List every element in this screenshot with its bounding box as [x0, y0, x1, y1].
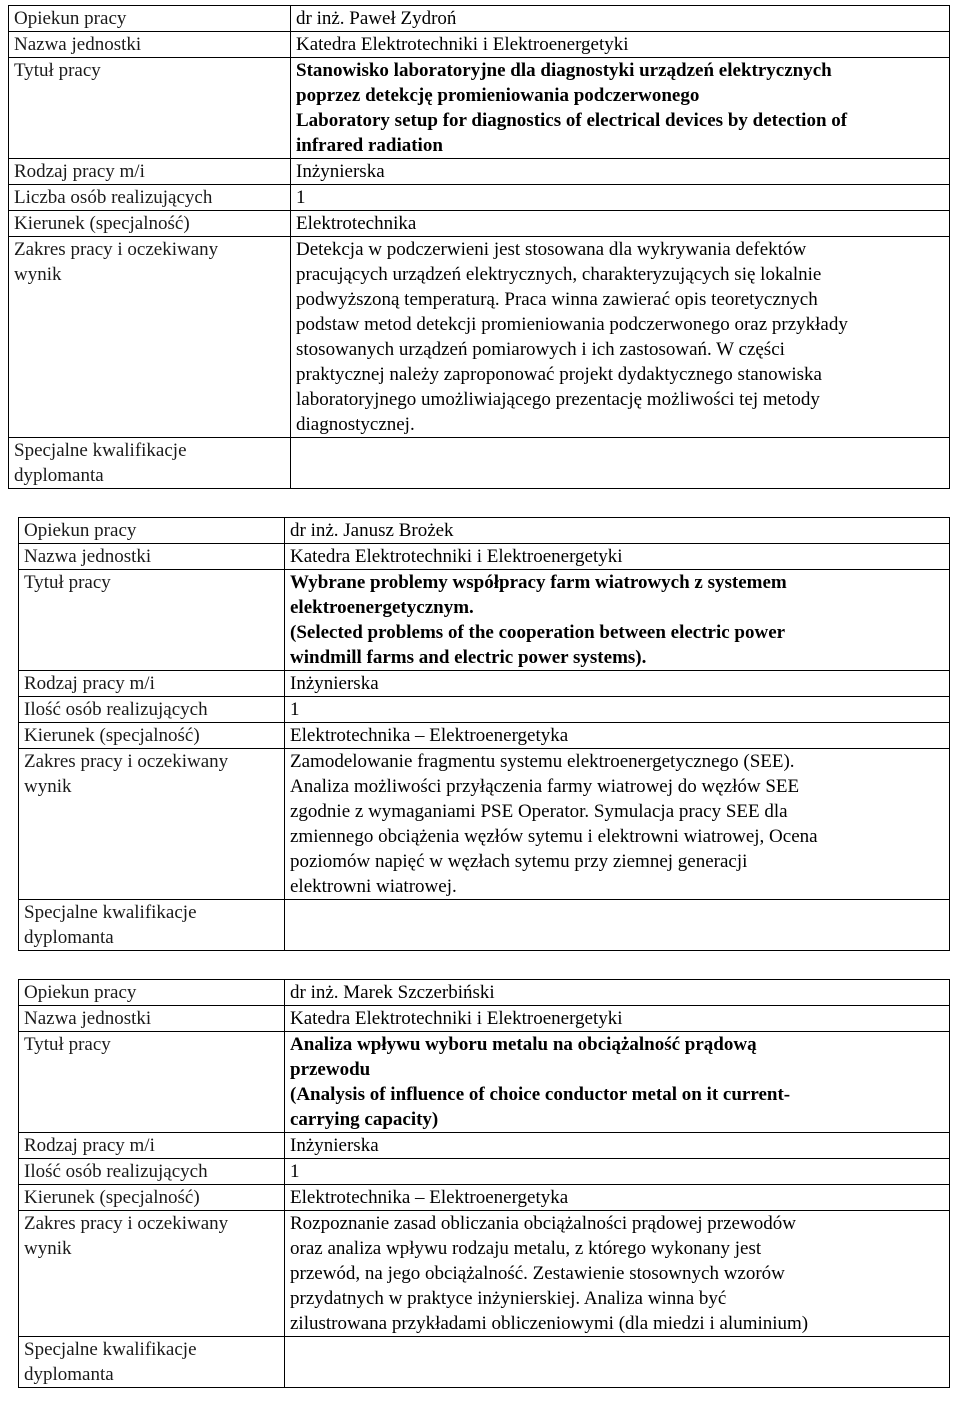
type-value: Inżynierska [285, 671, 950, 697]
supervisor-row [9, 6, 950, 32]
type-row [19, 671, 950, 697]
scope-row [19, 1211, 950, 1337]
title-line: przewodu [290, 1059, 371, 1080]
title-row [19, 570, 950, 671]
scope-line: pracujących urządzeń elektrycznych, charakteryzujących się lokalnie [296, 264, 822, 285]
title-line: infrared radiation [296, 135, 443, 156]
qualifications-value [291, 438, 950, 489]
scope-line: Rozpoznanie zasad obliczania obciążalności prądowej przewodów [290, 1213, 796, 1234]
qualifications-row [19, 900, 950, 951]
scope-line: zgodnie z wymaganiami PSE Operator. Symulacja pracy SEE dla [290, 801, 788, 822]
field-value: Elektrotechnika – Elektroenergetyka [285, 723, 950, 749]
qualifications-label-line: Specjalne kwalifikacje [24, 1339, 197, 1360]
type-label: Rodzaj pracy m/i [9, 159, 291, 185]
qualifications-value [285, 1337, 950, 1388]
persons-value: 1 [285, 697, 950, 723]
scope-line: zilustrowana przykładami obliczeniowymi (dla miedzi i aluminium) [290, 1313, 809, 1334]
title-value [285, 570, 950, 671]
title-line: windmill farms and electric power systems). [290, 647, 647, 668]
type-label: Rodzaj pracy m/i [19, 1133, 285, 1159]
supervisor-value: dr inż. Paweł Zydroń [291, 6, 950, 32]
field-label: Kierunek (specjalność) [19, 723, 285, 749]
qualifications-row [19, 1337, 950, 1388]
type-value: Inżynierska [285, 1133, 950, 1159]
scope-line: podwyższoną temperaturą. Praca winna zawierać opis teoretycznych [296, 289, 818, 310]
qualifications-label-line: dyplomanta [24, 1364, 114, 1385]
persons-row [9, 185, 950, 211]
qualifications-label-line: Specjalne kwalifikacje [24, 902, 197, 923]
supervisor-label: Opiekun pracy [19, 980, 285, 1006]
title-line: Analiza wpływu wyboru metalu na obciążalność prądową [290, 1034, 757, 1055]
scope-line: Zamodelowanie fragmentu systemu elektroenergetycznego (SEE). [290, 751, 795, 772]
field-row [19, 1185, 950, 1211]
scope-line: oraz analiza wpływu rodzaju metalu, z którego wykonany jest [290, 1238, 762, 1259]
scope-line: zmiennego obciążenia węzłów sytemu i elektrowni wiatrowej, Ocena [290, 826, 818, 847]
scope-label-line: Zakres pracy i oczekiwany [24, 1213, 229, 1234]
persons-value: 1 [291, 185, 950, 211]
persons-label: Ilość osób realizujących [19, 697, 285, 723]
scope-label-line: Zakres pracy i oczekiwany [24, 751, 229, 772]
scope-line: diagnostycznej. [296, 414, 415, 435]
unit-row [19, 544, 950, 570]
field-row [9, 211, 950, 237]
scope-value [285, 749, 950, 900]
scope-line: przydatnych w praktyce inżynierskiej. Analiza winna być [290, 1288, 727, 1309]
type-label: Rodzaj pracy m/i [19, 671, 285, 697]
qualifications-value [285, 900, 950, 951]
unit-label: Nazwa jednostki [19, 1006, 285, 1032]
scope-label-line: wynik [14, 264, 62, 285]
qualifications-label-line: dyplomanta [14, 465, 104, 486]
scope-row [19, 749, 950, 900]
scope-row [9, 237, 950, 438]
unit-value: Katedra Elektrotechniki i Elektroenergetyki [285, 1006, 950, 1032]
persons-row [19, 1159, 950, 1185]
supervisor-label: Opiekun pracy [19, 518, 285, 544]
scope-value [291, 237, 950, 438]
scope-label-line: wynik [24, 1238, 72, 1259]
scope-label [19, 1211, 285, 1337]
supervisor-value: dr inż. Marek Szczerbiński [285, 980, 950, 1006]
title-line: carrying capacity) [290, 1109, 439, 1130]
title-line: (Analysis of influence of choice conductor metal on it current- [290, 1084, 791, 1105]
title-line: Laboratory setup for diagnostics of electrical devices by detection of [296, 110, 848, 131]
title-value [291, 58, 950, 159]
scope-line: laboratoryjnego umożliwiającego prezentację możliwości tej metody [296, 389, 820, 410]
unit-value: Katedra Elektrotechniki i Elektroenergetyki [291, 32, 950, 58]
scope-line: podstaw metod detekcji promieniowania podczerwonego oraz przykłady [296, 314, 848, 335]
scope-line: poziomów napięć w węzłach sytemu przy ziemnej generacji [290, 851, 748, 872]
title-line: Stanowisko laboratoryjne dla diagnostyki urządzeń elektrycznych [296, 60, 832, 81]
qualifications-label [19, 900, 285, 951]
title-label: Tytuł pracy [19, 1032, 285, 1133]
title-value [285, 1032, 950, 1133]
scope-label [19, 749, 285, 900]
type-row [19, 1133, 950, 1159]
title-row [9, 58, 950, 159]
unit-row [9, 32, 950, 58]
qualifications-row [9, 438, 950, 489]
unit-value: Katedra Elektrotechniki i Elektroenergetyki [285, 544, 950, 570]
field-label: Kierunek (specjalność) [19, 1185, 285, 1211]
persons-label: Ilość osób realizujących [19, 1159, 285, 1185]
qualifications-label [19, 1337, 285, 1388]
field-row [19, 723, 950, 749]
scope-label-line: Zakres pracy i oczekiwany [14, 239, 219, 260]
qualifications-label-line: Specjalne kwalifikacje [14, 440, 187, 461]
scope-line: praktycznej należy zaproponować projekt dydaktycznego stanowiska [296, 364, 822, 385]
unit-label: Nazwa jednostki [9, 32, 291, 58]
supervisor-label: Opiekun pracy [9, 6, 291, 32]
persons-label: Liczba osób realizujących [9, 185, 291, 211]
scope-value [285, 1211, 950, 1337]
qualifications-label-line: dyplomanta [24, 927, 114, 948]
scope-line: przewód, na jego obciążalność. Zestawienie stosownych wzorów [290, 1263, 785, 1284]
title-line: (Selected problems of the cooperation between electric power [290, 622, 786, 643]
supervisor-row [19, 518, 950, 544]
scope-line: Analiza możliwości przyłączenia farmy wiatrowej do węzłów SEE [290, 776, 800, 797]
thesis-entry-3 [18, 979, 950, 1388]
title-line: elektroenergetycznym. [290, 597, 474, 618]
type-value: Inżynierska [291, 159, 950, 185]
scope-label [9, 237, 291, 438]
persons-row [19, 697, 950, 723]
type-row [9, 159, 950, 185]
qualifications-label [9, 438, 291, 489]
title-label: Tytuł pracy [9, 58, 291, 159]
title-line: Wybrane problemy współpracy farm wiatrowych z systemem [290, 572, 787, 593]
persons-value: 1 [285, 1159, 950, 1185]
unit-label: Nazwa jednostki [19, 544, 285, 570]
title-row [19, 1032, 950, 1133]
field-value: Elektrotechnika [291, 211, 950, 237]
unit-row [19, 1006, 950, 1032]
thesis-entry-1 [8, 5, 950, 489]
scope-line: stosowanych urządzeń pomiarowych i ich zastosowań. W części [296, 339, 785, 360]
scope-label-line: wynik [24, 776, 72, 797]
title-label: Tytuł pracy [19, 570, 285, 671]
field-label: Kierunek (specjalność) [9, 211, 291, 237]
supervisor-row [19, 980, 950, 1006]
supervisor-value: dr inż. Janusz Brożek [285, 518, 950, 544]
thesis-entry-2 [18, 517, 950, 951]
scope-line: elektrowni wiatrowej. [290, 876, 457, 897]
field-value: Elektrotechnika – Elektroenergetyka [285, 1185, 950, 1211]
title-line: poprzez detekcję promieniowania podczerwonego [296, 85, 700, 106]
scope-line: Detekcja w podczerwieni jest stosowana dla wykrywania defektów [296, 239, 807, 260]
